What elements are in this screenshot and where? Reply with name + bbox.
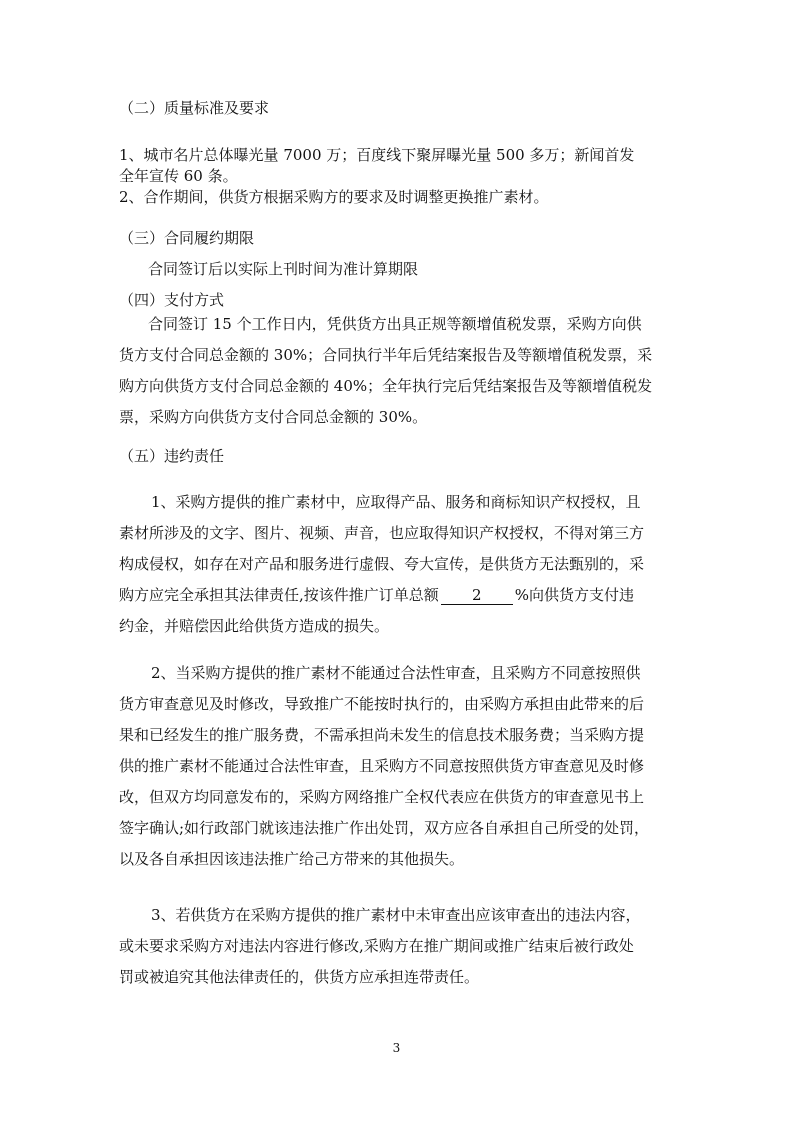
payment-line-1: 合同签订 15 个工作日内，凭供货方出具正规等额增值税发票，采购方向供 [148, 315, 642, 333]
liability-item-2-line-3: 果和已经发生的推广服务费，不需承担尚未发生的信息技术服务费；当采购方提 [119, 726, 645, 744]
liability-item-1-line-3: 构成侵权，如存在对产品和服务进行虚假、夸大宣传，是供货方无法甄别的，采 [119, 555, 645, 573]
liability-item-1-line-1: 1、采购方提供的推广素材中，应取得产品、服务和商标知识产权授权，且 [151, 493, 641, 511]
liability-item-3-line-3: 罚或被追究其他法律责任的，供货方应承担连带责任。 [119, 968, 480, 986]
liability-heading: （五）违约责任 [119, 447, 225, 465]
payment-line-4: 票，采购方向供货方支付合同总金额的 30%。 [119, 408, 428, 426]
liability-item-1-line-4-suffix: %向供货方支付违 [514, 586, 635, 604]
quality-item-1-line-1: 1、城市名片总体曝光量 7000 万；百度线下聚屏曝光量 500 多万；新闻首发 [119, 146, 635, 164]
liability-item-1-line-4-text: 购方应完全承担其法律责任,按该件推广订单总额 [119, 586, 439, 604]
penalty-rate-blank: 2 [441, 587, 513, 605]
liability-item-1-line-4 [119, 585, 699, 605]
liability-item-1-line-5: 约金，并赔偿因此给供货方造成的损失。 [119, 617, 390, 635]
liability-item-2-line-1: 2、当采购方提供的推广素材不能通过合法性审查，且采购方不同意按照供 [151, 664, 641, 682]
term-heading: （三）合同履约期限 [119, 229, 255, 247]
payment-line-3: 购方向供货方支付合同总金额的 40%；全年执行完后凭结案报告及等额增值税发 [119, 377, 653, 395]
liability-item-1-line-2: 素材所涉及的文字、图片、视频、声音，也应取得知识产权授权，不得对第三方 [119, 524, 645, 542]
liability-item-3-line-1: 3、若供货方在采购方提供的推广素材中未审查出应该审查出的违法内容， [151, 906, 641, 924]
term-text: 合同签订后以实际上刊时间为准计算期限 [148, 260, 419, 278]
liability-item-2-line-6: 签字确认;如行政部门就该违法推广作出处罚，双方应各自承担自己所受的处罚， [119, 819, 650, 837]
liability-item-2-line-2: 货方审查意见及时修改，导致推广不能按时执行的，由采购方承担由此带来的后 [119, 695, 645, 713]
liability-item-2-line-4: 供的推广素材不能通过合法性审查，且采购方不同意按照供货方审查意见及时修 [119, 757, 645, 775]
quality-item-1-line-2: 全年宣传 60 条。 [119, 167, 238, 185]
liability-item-2-line-7: 以及各自承担因该违法推广给己方带来的其他损失。 [119, 850, 465, 868]
payment-line-2: 货方支付合同总金额的 30%；合同执行半年后凭结案报告及等额增值税发票，采 [119, 346, 653, 364]
liability-item-2-line-5: 改，但双方均同意发布的，采购方网络推广全权代表应在供货方的审查意见书上 [119, 788, 645, 806]
payment-heading: （四）支付方式 [119, 291, 225, 309]
liability-item-3-line-2: 或未要求采购方对违法内容进行修改,采购方在推广期间或推广结束后被行政处 [119, 937, 634, 955]
quality-item-2: 2、合作期间，供货方根据采购方的要求及时调整更换推广素材。 [119, 188, 549, 206]
quality-heading: （二）质量标准及要求 [119, 99, 270, 117]
page-number: 3 [392, 1041, 401, 1055]
